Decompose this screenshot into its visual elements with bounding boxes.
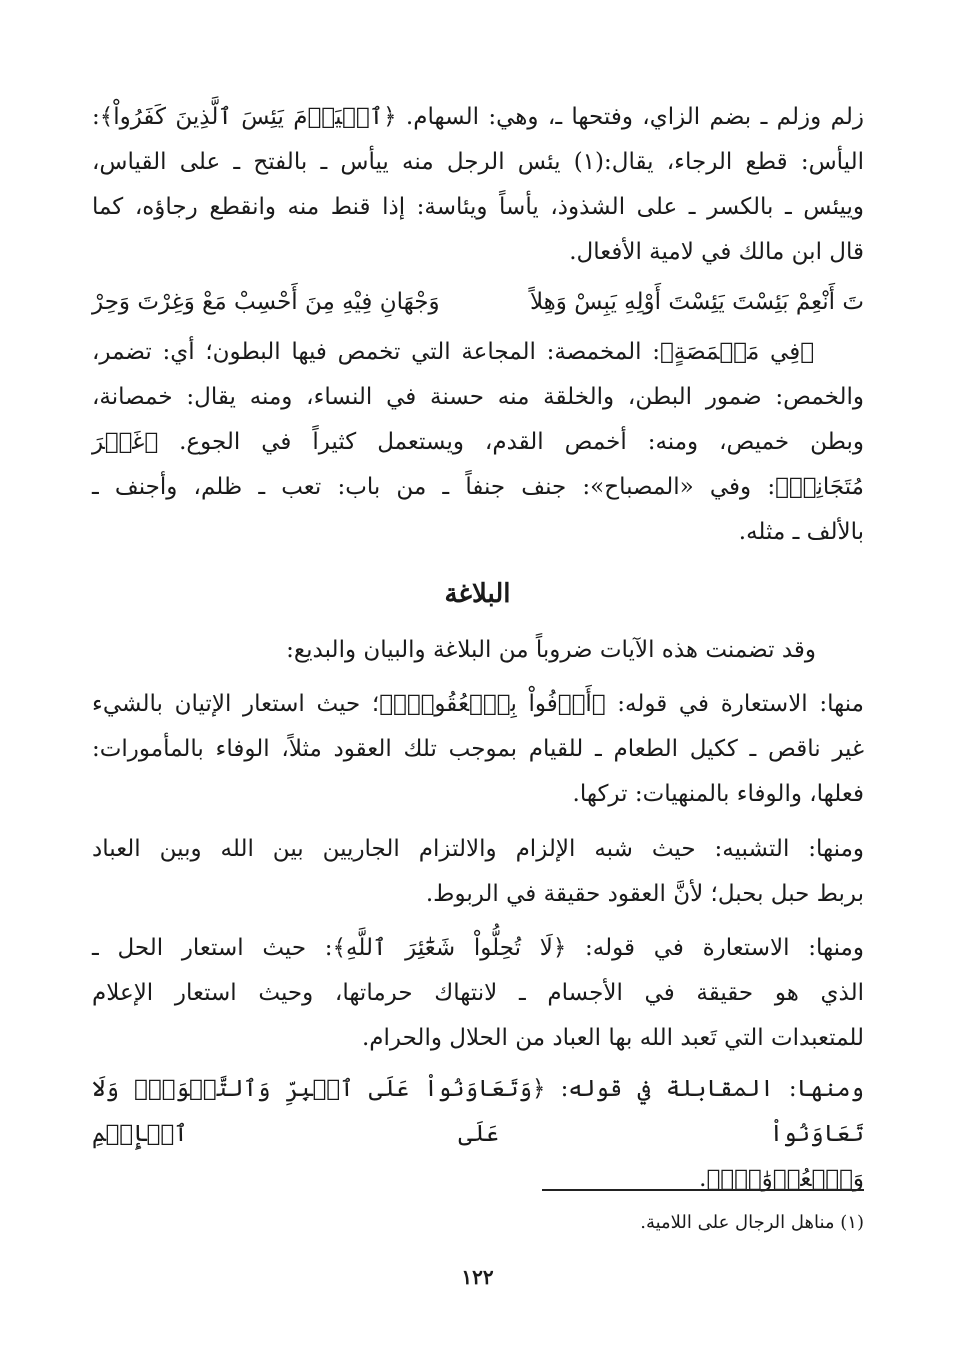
text-line: زلم وزلم ـ بضم الزاي، وفتحها ـ، وهي: السهام. ﴿ٱلۡيَوۡمَ يَئِسَ ٱلَّذِينَ كَفَرُواْ﴾: bbox=[92, 104, 864, 130]
verse-first-hemistich: تَ أَنْعِمْ بَئِسْتَ يَئِسْتَ أَوْلِهِ يَبِسْ وَهِلاً bbox=[529, 289, 864, 315]
text-line: وييئس ـ بالكسر ـ على الشذوذ، يأساً ويئاسة: إذا قنط منه وانقطع رجاؤه، كما bbox=[92, 194, 864, 220]
paragraph-1 bbox=[92, 95, 864, 275]
poetry-verse bbox=[92, 280, 864, 325]
text-line: قال ابن مالك في لامية الأفعال. bbox=[569, 239, 864, 265]
footnote: (١) مناهل الرجال على اللامية. bbox=[640, 1212, 864, 1233]
text-line: الذي هو حقيقة في الأجسام ـ لانتهاك حرماتها، وحيث استعار الإعلام bbox=[92, 980, 864, 1006]
text-line: فعلها، والوفاء بالمنهيات: تركها. bbox=[572, 781, 864, 807]
verse-second-hemistich: وَجْهَانِ فِيْهِ مِنَ أَحْسِبْ مَعْ وَغِرْتَ وَحِرْ bbox=[92, 289, 440, 315]
text-line: وَٱلۡعُدۡوَٰنِۚ﴾. bbox=[699, 1166, 864, 1192]
page-number: ١٢٢ bbox=[461, 1265, 494, 1289]
text-line: بربط حبل بحبل؛ لأنَّ العقود حقيقة في الربوط. bbox=[425, 881, 864, 907]
text-line: مُتَجَانِفٖ﴾: وفي «المصباح»: جنف جنفاً ـ من باب: تعب ـ ظلم، وأجنف ـ bbox=[92, 474, 864, 500]
footnote-separator bbox=[542, 1189, 864, 1191]
text-line: منها: الاستعارة في قوله: ﴿أَوۡفُواْ بِٱلۡعُقُودِۚ﴾؛ حيث استعار الإتيان بالشيء bbox=[92, 691, 864, 717]
text-line: ﴿فِي مَخۡمَصَةٍ﴾: المخمصة: المجاعة التي تخمص فيها البطون؛ أي: تضمر، bbox=[92, 339, 814, 365]
paragraph-4 bbox=[92, 827, 864, 917]
section-heading: البلاغة bbox=[444, 579, 511, 609]
text-line: للمتعبدات التي تَعبد الله بها العباد من الحلال والحرام. bbox=[361, 1025, 864, 1051]
text-line: ومنها: الاستعارة في قوله: ﴿لَا تُحِلُّواْ شَعَٰٓئِرَ ٱللَّهِ﴾: حيث استعار الحل ـ bbox=[92, 935, 864, 961]
paragraph-2 bbox=[92, 330, 864, 555]
text-line: وقد تضمنت هذه الآيات ضروباً من البلاغة والبيان والبديع: bbox=[286, 637, 816, 663]
paragraph-6 bbox=[92, 1067, 864, 1202]
text-line: وبطن خميص، ومنه: أخمص القدم، ويستعمل كثيراً في الجوع. ﴿غَيۡرَ bbox=[92, 429, 864, 455]
text-line: اليأس: قطع الرجاء، يقال:(١) يئس الرجل منه ييأس ـ بالفتح ـ على القياس، bbox=[92, 149, 864, 175]
intro-paragraph bbox=[92, 628, 864, 673]
paragraph-5 bbox=[92, 926, 864, 1061]
text-line: ومنها: المقابلة في قوله: ﴿وَتَعَاوَنُواْ عَلَى ٱلۡبِرِّ وَٱلتَّقۡوَىٰۖ وَلَا تَعَاوَنُواْ عَلَى ٱلۡإِثۡمِ bbox=[92, 1076, 864, 1147]
text-line: والخمص: ضمور البطن، والخلقة منه حسنة في النساء، ومنه يقال: خمصانة، bbox=[92, 384, 864, 410]
text-line: غير ناقص ـ ككيل الطعام ـ للقيام بموجب تلك العقود مثلاً، الوفاء بالمأمورات: bbox=[92, 736, 864, 762]
paragraph-3 bbox=[92, 682, 864, 817]
text-line: ومنها: التشبيه: حيث شبه الإلزام والالتزام الجاريين بين الله وبين العباد bbox=[92, 836, 864, 862]
text-line: بالألف ـ مثله. bbox=[738, 519, 864, 545]
